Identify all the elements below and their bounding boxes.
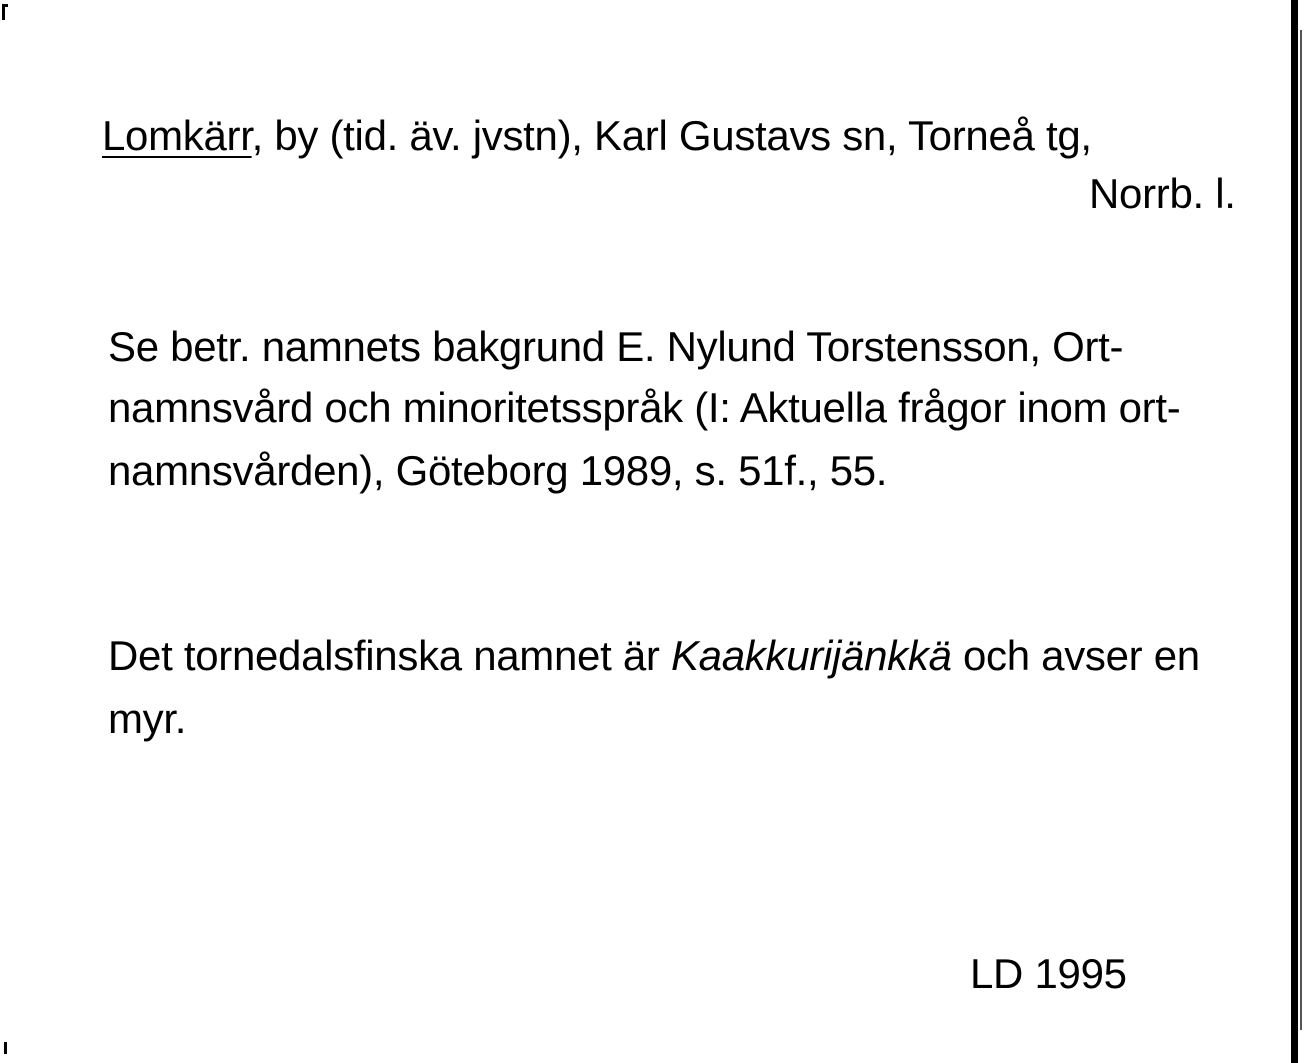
note-line-1 (108, 632, 1200, 680)
scan-edge-right-shadow (1300, 30, 1302, 1030)
reference-line-2: namnsvård och minoritetsspråk (I: Aktuella frågor inom ort- (108, 384, 1181, 431)
scan-corner-mark-bottom-left (4, 1042, 7, 1054)
finnish-name: Kaakkurijänkkä (670, 632, 952, 679)
scan-corner-mark-top-left (2, 4, 8, 20)
scan-edge-right (1291, 0, 1298, 1063)
signature: LD 1995 (970, 950, 1127, 997)
note-line-2: myr. (108, 695, 187, 742)
heading-description: , by (tid. äv. jvstn), Karl Gustavs sn, Torneå tg, (251, 112, 1092, 159)
note-text-after: och avser en (951, 632, 1200, 679)
heading-line-1 (102, 112, 1092, 160)
note-text-before: Det tornedalsfinska namnet är (108, 632, 671, 679)
reference-line-1: Se betr. namnets bakgrund E. Nylund Torstensson, Ort- (108, 323, 1124, 370)
headword: Lomkärr (102, 112, 252, 159)
reference-line-3: namnsvården), Göteborg 1989, s. 51f., 55. (108, 447, 888, 494)
heading-line-2: Norrb. l. (1089, 170, 1236, 217)
